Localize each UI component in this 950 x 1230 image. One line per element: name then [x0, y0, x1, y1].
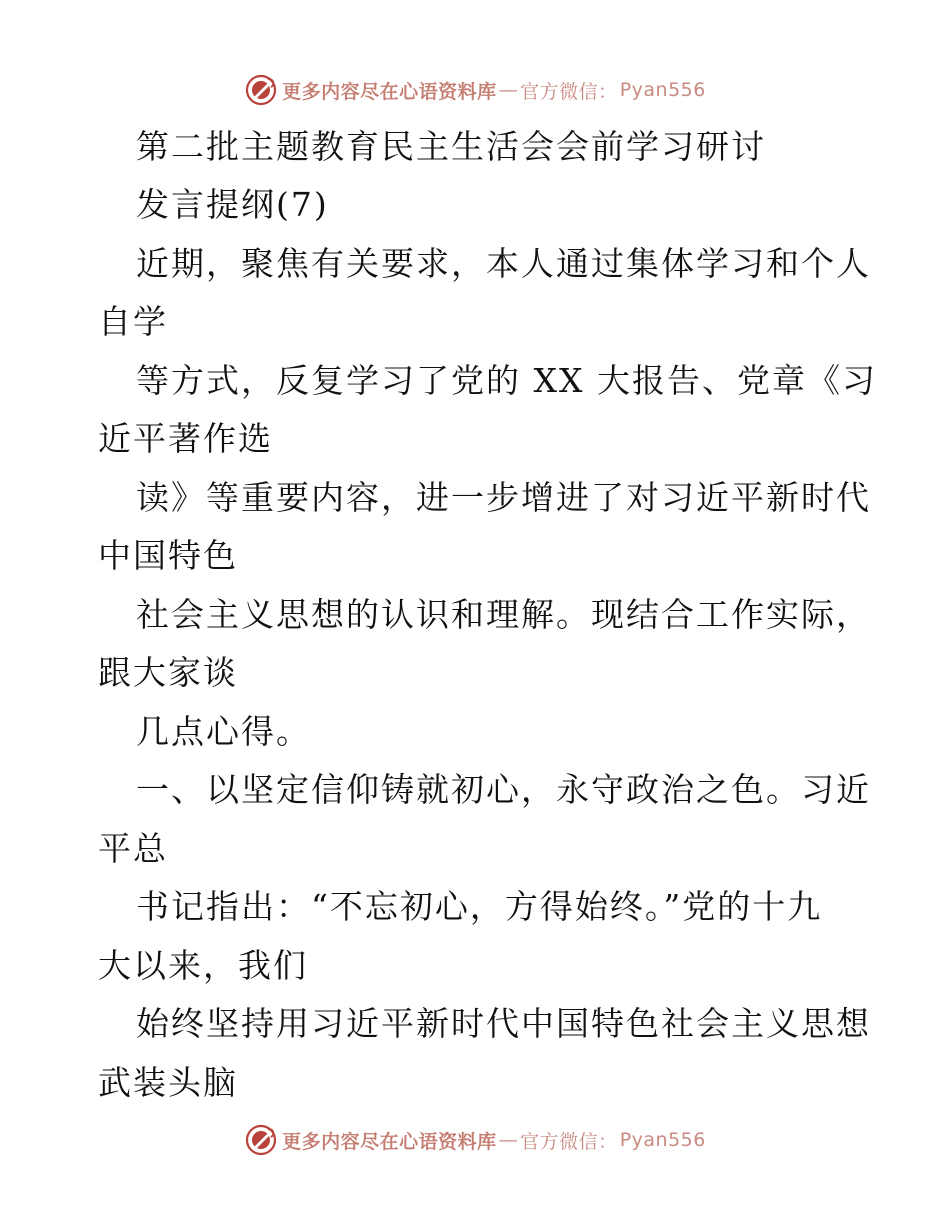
quill-seal-icon [244, 73, 278, 107]
text-line: 等方式，反复学习了党的 XX 大报告、党章《习 [136, 361, 877, 400]
text-line: 书记指出：“不忘初心，方得始终。”党的十九 [136, 887, 823, 926]
text-line: 平总 [98, 829, 168, 868]
text-line: 社会主义思想的认识和理解。现结合工作实际， [136, 595, 871, 634]
watermark-label: 官方微信： [520, 1130, 618, 1153]
text-line: 自学 [98, 302, 168, 341]
watermark-dash: — [498, 79, 519, 101]
watermark-brand: 更多内容尽在心语资料库 [282, 80, 497, 103]
watermark-wechat-id: Pyan556 [619, 79, 706, 101]
text-line: 近平著作选 [98, 419, 273, 458]
watermark-wechat-id: Pyan556 [619, 1129, 706, 1151]
title-line-1: 第二批主题教育民主生活会会前学习研讨 [136, 127, 766, 166]
text-line: 读》等重要内容，进一步增进了对习近平新时代 [136, 478, 871, 517]
text-line: 近期，聚焦有关要求，本人通过集体学习和个人 [136, 244, 871, 283]
quill-seal-icon [244, 1123, 278, 1157]
text-line: 始终坚持用习近平新时代中国特色社会主义思想 [136, 1004, 871, 1043]
text-line: 几点心得。 [136, 712, 311, 751]
text-line: 跟大家谈 [98, 653, 238, 692]
watermark-header [0, 70, 950, 110]
watermark-label: 官方微信： [520, 80, 618, 103]
text-line: 大以来，我们 [98, 946, 308, 985]
text-line: 武装头脑 [98, 1063, 238, 1102]
watermark-dash: — [498, 1129, 519, 1151]
title-line-2: 发言提纲(7) [136, 185, 329, 224]
watermark-brand: 更多内容尽在心语资料库 [282, 1130, 497, 1153]
text-line: 中国特色 [98, 536, 238, 575]
section-heading-line: 一、以坚定信仰铸就初心，永守政治之色。习近 [136, 770, 871, 809]
watermark-footer [0, 1120, 950, 1160]
